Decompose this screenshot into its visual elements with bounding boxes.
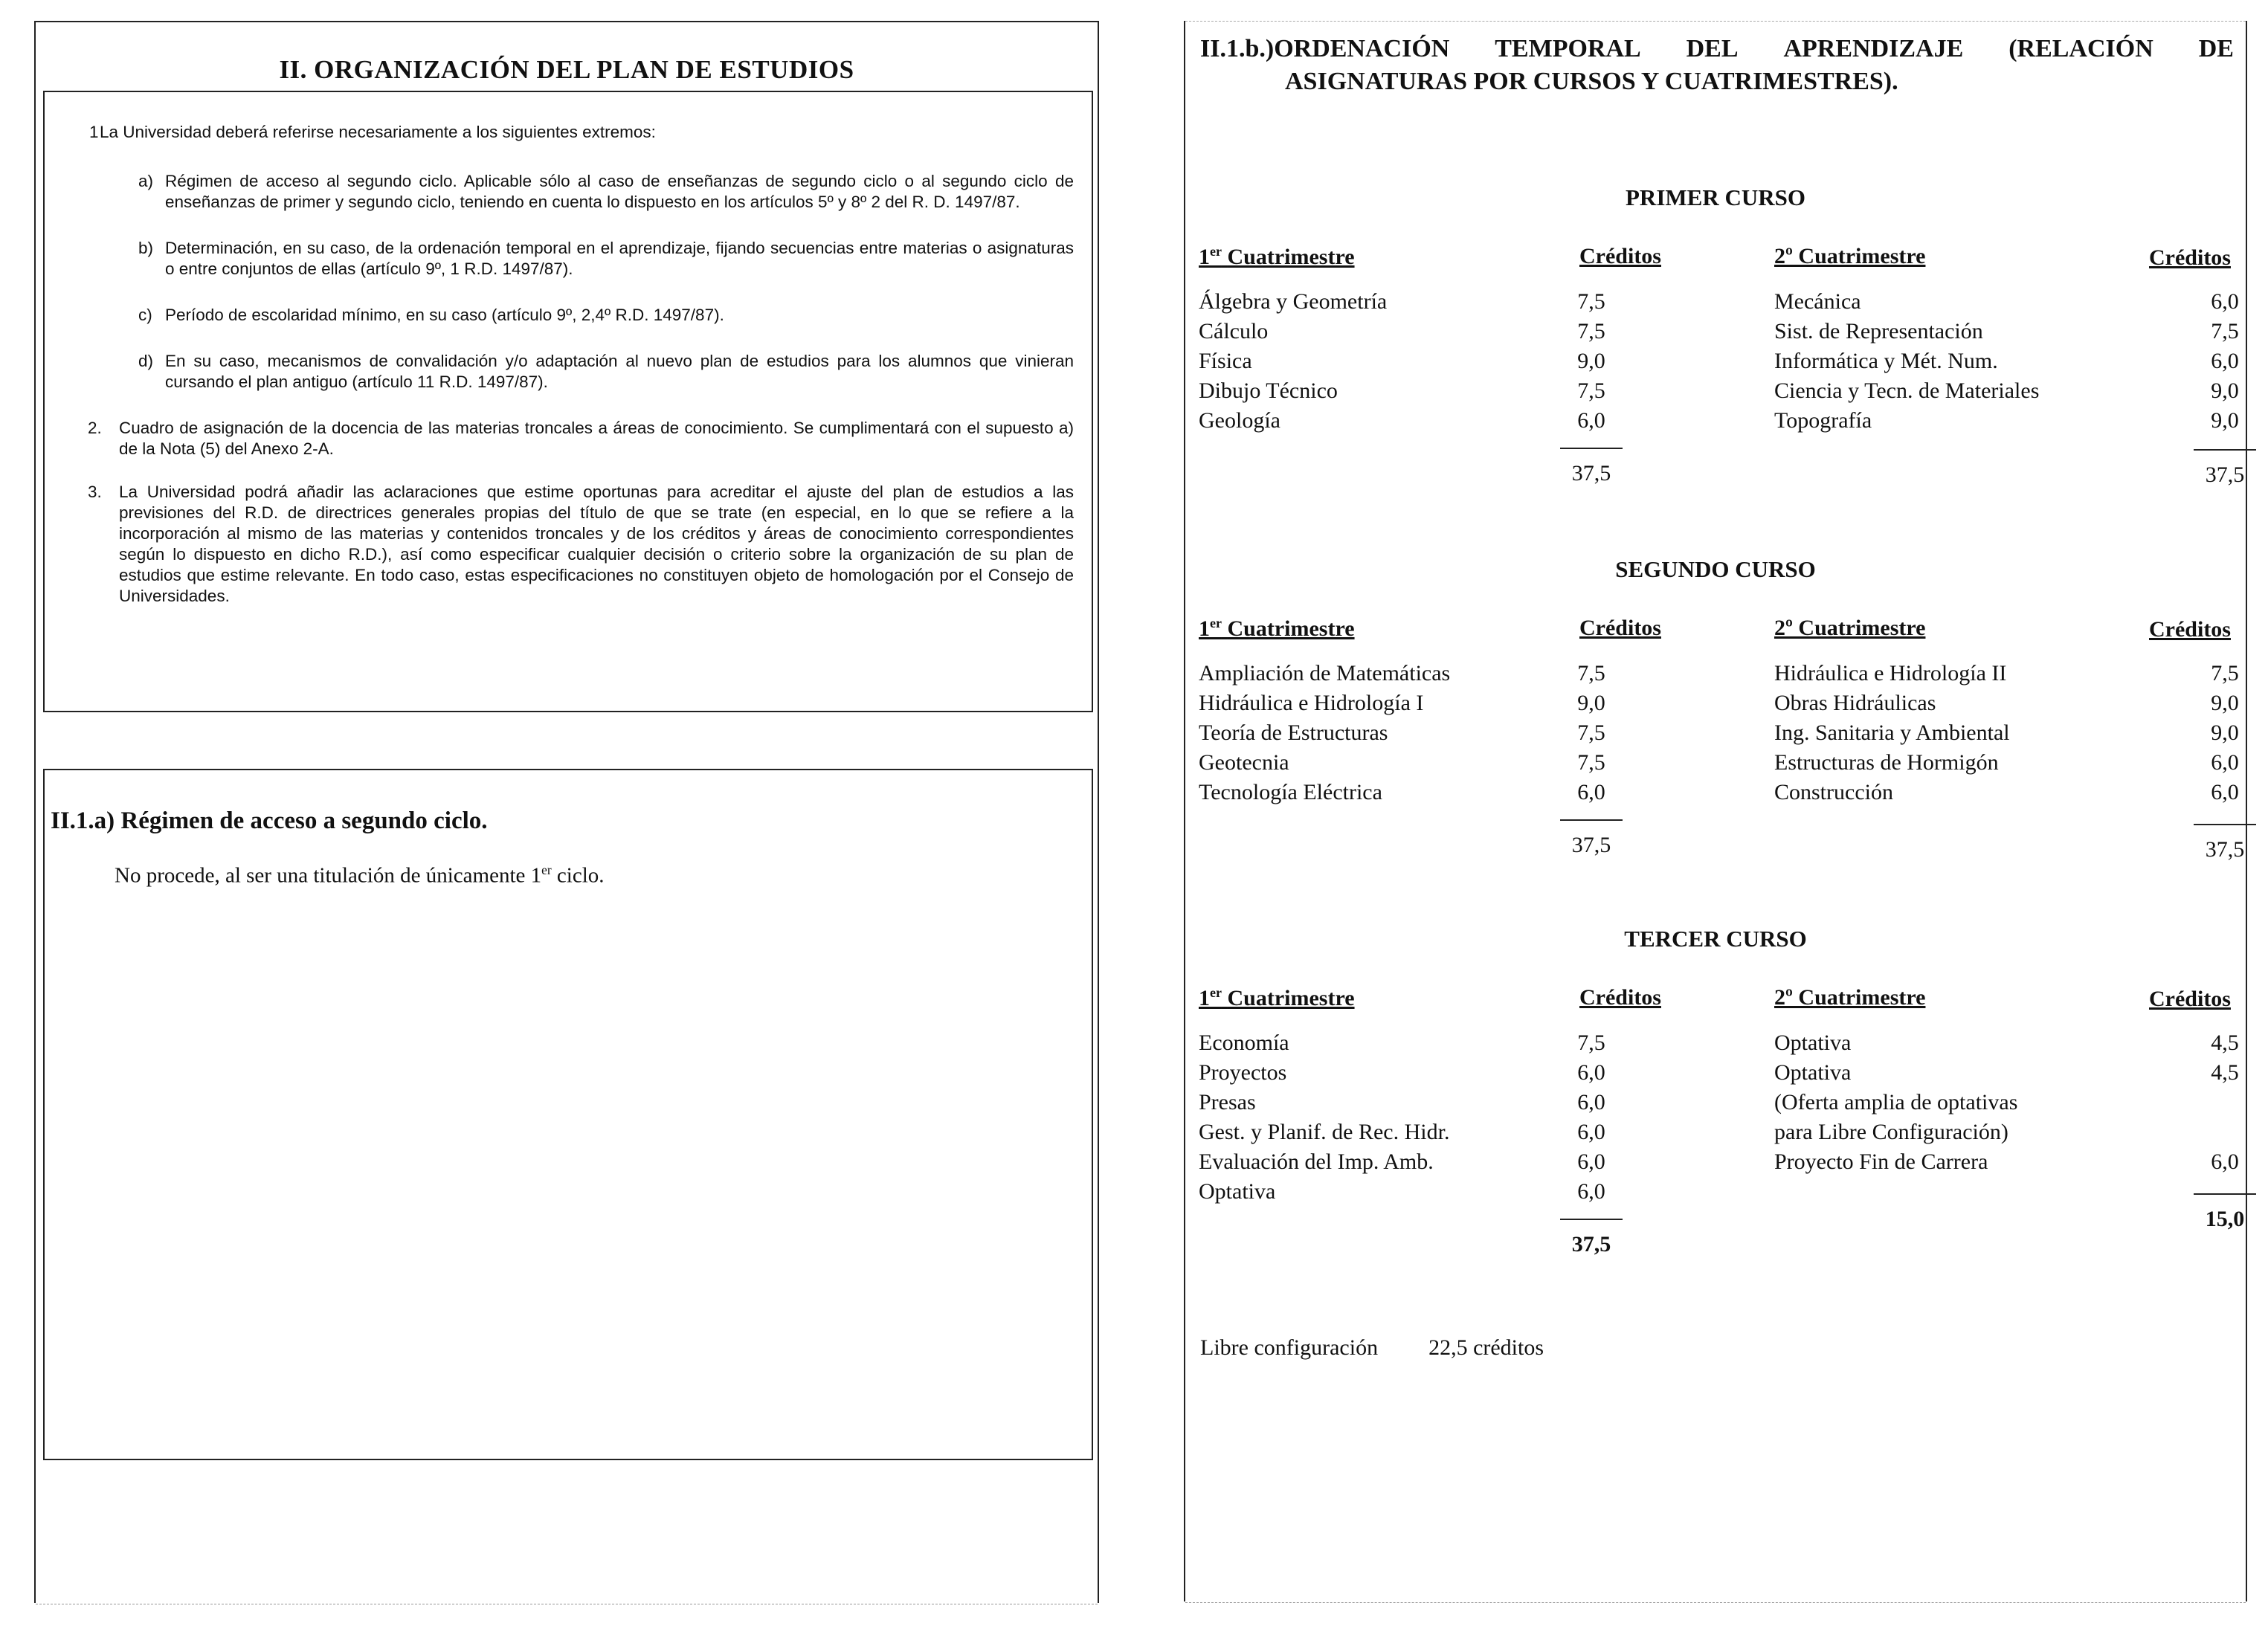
subject-credits: 7,5 [2211, 661, 2239, 686]
title-word: (RELACIÓN [2008, 35, 2153, 62]
subject-name: Ampliación de Matemáticas [1199, 661, 1451, 686]
subject-credits: 6,0 [2211, 750, 2239, 775]
semester-1-header [1199, 244, 1355, 270]
subject-credits: 7,5 [1577, 720, 1605, 745]
page-top-rule [1185, 21, 2246, 22]
semester-1-total: 37,5 [1571, 833, 1611, 857]
title-word: APRENDIZAJE [1783, 35, 1964, 62]
subject-credits: 6,0 [1577, 1149, 1605, 1174]
item-text: En su caso, mecanismos de convalidación y/o adaptación al nuevo plan de estudios para los alumnos que vinieran cursando el plan antiguo (artículo 11 R.D. 1497/87). [165, 352, 1074, 391]
access-text-end: ciclo. [551, 863, 605, 888]
schedule-title [1200, 33, 2234, 98]
sub-list-item [61, 305, 1074, 326]
subject-credits: 9,0 [1577, 691, 1605, 715]
subject-credits: 6,0 [1577, 1090, 1605, 1115]
subject-name: Ing. Sanitaria y Ambiental [1774, 720, 2010, 745]
access-regime-box [43, 769, 1093, 1460]
subject-name: Evaluación del Imp. Amb. [1199, 1149, 1434, 1174]
semester-2-header: 2º Cuatrimestre [1774, 244, 1926, 268]
subject-name: Hidráulica e Hidrología I [1199, 691, 1424, 715]
semester-2-header: 2º Cuatrimestre [1774, 616, 1926, 640]
credits-header-2: Créditos [2149, 987, 2231, 1011]
semester-number: 1 [1199, 986, 1210, 1010]
item-text: Determinación, en su caso, de la ordenación temporal en el aprendizaje, fijando secuencias entre materias o asignaturas o entre conjuntos de ellas (artículo 9º, 1 R.D. 1497/87). [165, 239, 1074, 278]
subject-credits: 9,0 [2211, 691, 2239, 715]
subject-credits: 7,5 [2211, 319, 2239, 343]
subject-name: Obras Hidráulicas [1774, 691, 1936, 715]
subject-name: para Libre Configuración) [1774, 1120, 2008, 1144]
list-item [61, 482, 1074, 607]
subject-credits: 7,5 [1577, 1030, 1605, 1055]
subject-name: Proyecto Fin de Carrera [1774, 1149, 1988, 1174]
item-letter: c) [138, 306, 152, 324]
access-text-sup: er [541, 862, 552, 877]
subject-credits: 6,0 [2211, 780, 2239, 804]
subject-name: Presas [1199, 1090, 1256, 1115]
course-title: SEGUNDO CURSO [1615, 556, 1816, 582]
item-letter: b) [138, 239, 154, 257]
semester-1-total: 37,5 [1571, 461, 1611, 486]
semester-number-sup: er [1210, 244, 1222, 259]
course-title: TERCER CURSO [1624, 926, 1807, 952]
subject-name: Economía [1199, 1030, 1289, 1055]
subject-credits: 6,0 [1577, 780, 1605, 804]
semester-number-sup: er [1210, 616, 1222, 630]
subject-name: Gest. y Planif. de Rec. Hidr. [1199, 1120, 1450, 1144]
item-number: 1 [89, 123, 99, 141]
subject-credits: 6,0 [1577, 1060, 1605, 1085]
semester-label: Cuatrimestre [1227, 616, 1355, 641]
subject-credits: 7,5 [1577, 378, 1605, 403]
subject-name: Álgebra y Geometría [1199, 289, 1388, 314]
subject-name: Mecánica [1774, 289, 1861, 314]
subject-credits: 7,5 [1577, 319, 1605, 343]
subject-name: Estructuras de Hormigón [1774, 750, 1999, 775]
semester-1-header [1199, 985, 1355, 1011]
semester-number: 1 [1199, 616, 1210, 641]
subject-credits: 9,0 [1577, 349, 1605, 373]
item-text: Cuadro de asignación de la docencia de las materias troncales a áreas de conocimiento. Se cumplimentará con el supuesto a) de la Nota (5) del Anexo 2-A. [119, 419, 1074, 458]
box-top-rule [816, 91, 1093, 92]
free-configuration [1200, 1335, 1544, 1361]
credits-header-2: Créditos [2149, 617, 2231, 642]
item-text: La Universidad deberá referirse necesariamente a los siguientes extremos: [100, 123, 656, 141]
subject-credits: 6,0 [1577, 1179, 1605, 1204]
semester-1-header [1199, 616, 1355, 642]
item-number: 3. [88, 483, 102, 501]
sub-list-item [61, 351, 1074, 393]
subject-name: Dibujo Técnico [1199, 378, 1338, 403]
access-title: II.1.a) Régimen de acceso a segundo ciclo. [51, 807, 488, 834]
free-configuration-label: Libre configuración [1200, 1335, 1379, 1360]
subject-name: (Oferta amplia de optativas [1774, 1090, 2018, 1115]
right-page [1184, 21, 2247, 1601]
page-bottom-rule [1185, 1602, 2246, 1603]
subject-name: Ciencia y Tecn. de Materiales [1774, 378, 2040, 403]
semester-2-header: 2º Cuatrimestre [1774, 985, 1926, 1010]
semester-number-sup: er [1210, 985, 1222, 1000]
sub-list-item [61, 238, 1074, 280]
subject-credits: 6,0 [2211, 289, 2239, 314]
subject-credits: 4,5 [2211, 1060, 2239, 1085]
section-title: II. ORGANIZACIÓN DEL PLAN DE ESTUDIOS [279, 55, 854, 84]
subject-credits: 6,0 [2211, 1149, 2239, 1174]
access-text [115, 862, 605, 888]
semester-label: Cuatrimestre [1227, 986, 1355, 1010]
subject-name: Informática y Mét. Num. [1774, 349, 1998, 373]
organization-requirements-box [43, 91, 1093, 712]
credits-header-1: Créditos [1579, 616, 1661, 640]
subject-name: Hidráulica e Hidrología II [1774, 661, 2007, 686]
total-rule [2194, 824, 2256, 825]
subject-credits: 4,5 [2211, 1030, 2239, 1055]
title-word: DE [2198, 35, 2234, 62]
credits-header-1: Créditos [1579, 985, 1661, 1010]
semester-label: Cuatrimestre [1227, 245, 1355, 269]
subject-credits: 6,0 [1577, 1120, 1605, 1144]
credits-header-2: Créditos [2149, 245, 2231, 270]
total-rule [1560, 819, 1623, 821]
subject-credits: 9,0 [2211, 378, 2239, 403]
subject-name: Tecnología Eléctrica [1199, 780, 1382, 804]
subject-credits: 7,5 [1577, 750, 1605, 775]
course-title: PRIMER CURSO [1626, 184, 1805, 210]
subject-name: Cálculo [1199, 319, 1269, 343]
total-rule [2194, 1193, 2256, 1195]
item-letter: a) [138, 172, 154, 190]
free-configuration-value: 22,5 créditos [1428, 1335, 1544, 1360]
subject-name: Topografía [1774, 408, 1872, 433]
subject-name: Geología [1199, 408, 1280, 433]
subject-credits: 7,5 [1577, 661, 1605, 686]
list-item [61, 418, 1074, 459]
title-word: II.1.b.)ORDENACIÓN [1200, 35, 1450, 62]
subject-name: Optativa [1199, 1179, 1276, 1204]
list-item [61, 122, 1074, 143]
item-text: Régimen de acceso al segundo ciclo. Aplicable sólo al caso de enseñanzas de segundo ciclo o al segundo ciclo de enseñanzas de primer y segundo ciclo, teniendo en cuenta lo dispuesto en los artículos 5º y 8º 2 del R. D. 1497/87. [165, 172, 1074, 211]
semester-2-total: 37,5 [2205, 837, 2245, 862]
subject-credits: 9,0 [2211, 408, 2239, 433]
subject-credits: 9,0 [2211, 720, 2239, 745]
subject-name: Optativa [1774, 1030, 1852, 1055]
subject-name: Teoría de Estructuras [1199, 720, 1388, 745]
subject-credits: 7,5 [1577, 289, 1605, 314]
subject-name: Sist. de Representación [1774, 319, 1983, 343]
total-rule [1560, 1219, 1623, 1220]
subject-name: Proyectos [1199, 1060, 1287, 1085]
item-number: 2. [88, 419, 102, 437]
title-word: TEMPORAL [1495, 35, 1641, 62]
left-page [34, 21, 1099, 1603]
subject-name: Física [1199, 349, 1252, 373]
title-word: DEL [1686, 35, 1739, 62]
subject-credits: 6,0 [2211, 349, 2239, 373]
credits-header-1: Créditos [1579, 244, 1661, 268]
schedule-title-line1 [1200, 33, 2234, 65]
schedule-title-line2: ASIGNATURAS POR CURSOS Y CUATRIMESTRES). [1285, 68, 1898, 95]
semester-1-total: 37,5 [1571, 1232, 1611, 1257]
item-letter: d) [138, 352, 154, 370]
subject-name: Geotecnia [1199, 750, 1289, 775]
semester-2-total: 15,0 [2205, 1207, 2245, 1231]
subject-credits: 6,0 [1577, 408, 1605, 433]
access-text-main: No procede, al ser una titulación de únicamente 1 [115, 863, 542, 888]
total-rule [1560, 448, 1623, 449]
total-rule [2194, 449, 2256, 451]
subject-name: Construcción [1774, 780, 1893, 804]
item-text: Período de escolaridad mínimo, en su caso (artículo 9º, 2,4º R.D. 1497/87). [165, 306, 724, 324]
subject-name: Optativa [1774, 1060, 1852, 1085]
sub-list-item [61, 171, 1074, 213]
semester-number: 1 [1199, 245, 1210, 269]
semester-2-total: 37,5 [2205, 462, 2245, 487]
item-text: La Universidad podrá añadir las aclaraciones que estime oportunas para acreditar el ajuste del plan de estudios a las previsiones del R.D. de directrices generales propias del título de que se trate (en especial, en lo que se refiere a la incorporación al mismo de las materias y contenidos troncales y de los créditos y áreas de conocimiento correspondientes según lo dispuesto en dicho R.D.), así como especificar cualquier decisión o criterio sobre la organización de su plan de estudios que estime relevante. En todo caso, estas especificaciones no constituyen objeto de homologación por el Consejo de Universidades. [119, 483, 1074, 605]
requirements-list [61, 122, 1074, 629]
